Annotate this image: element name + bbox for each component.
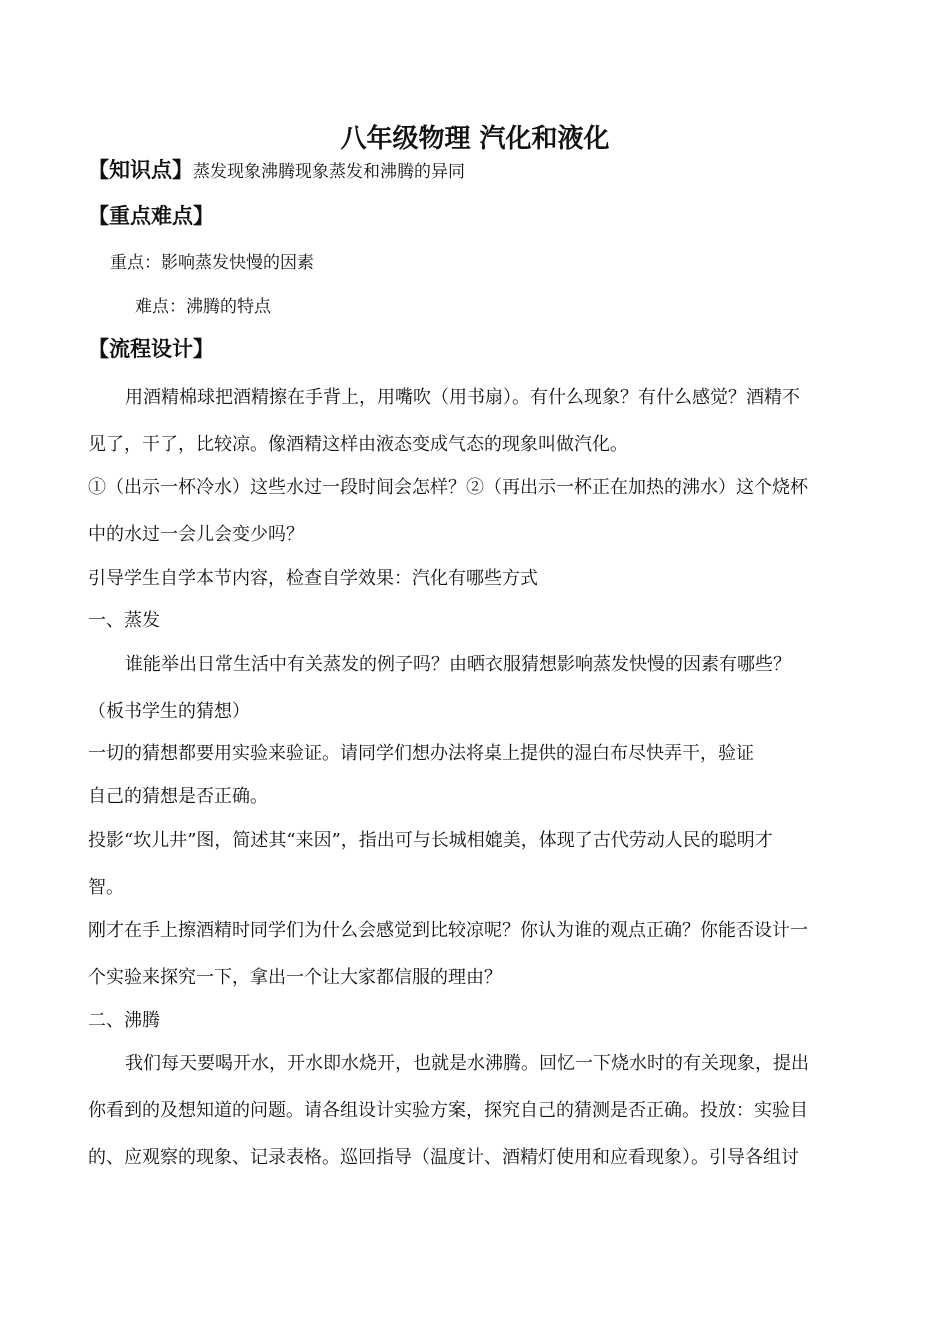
paragraph-line: 谁能举出日常生活中有关蒸发的例子吗？由晒衣服猜想影响蒸发快慢的因素有哪些？ [125, 654, 791, 675]
difficulty-text: 难点：沸腾的特点 [135, 297, 271, 317]
paragraph-line: 刚才在手上擦酒精时同学们为什么会感觉到比较凉呢？你认为谁的观点正确？你能否设计一 [88, 920, 808, 941]
paragraph-line: 用酒精棉球把酒精擦在手背上，用嘴吹（用书扇）。有什么现象？有什么感觉？酒精不 [125, 387, 800, 408]
key-points-heading: 【重点难点】 [88, 204, 214, 228]
document-title: 八年级物理 汽化和液化 [340, 124, 610, 154]
paragraph-line: ①（出示一杯冷水）这些水过一段时间会怎样？②（再出示一杯正在加热的沸水）这个烧杯 [88, 477, 808, 498]
paragraph-line: 的、应观察的现象、记录表格。巡回指导（温度计、酒精灯使用和应看现象）。引导各组讨 [88, 1147, 799, 1168]
paragraph-line: 见了，干了，比较凉。像酒精这样由液态变成气态的现象叫做汽化。 [88, 434, 628, 455]
paragraph-line: 智。 [88, 877, 124, 898]
paragraph-line: 你看到的及想知道的问题。请各组设计实验方案，探究自己的猜测是否正确。投放：实验目 [88, 1100, 808, 1121]
paragraph-line: 自己的猜想是否正确。 [88, 786, 268, 807]
knowledge-label: 【知识点】 [88, 158, 193, 182]
key-point-text: 重点：影响蒸发快慢的因素 [110, 253, 314, 273]
paragraph-line: 一切的猜想都要用实验来验证。请同学们想办法将桌上提供的湿白布尽快弄干，验证 [88, 743, 754, 764]
paragraph-line: 个实验来探究一下，拿出一个让大家都信服的理由？ [88, 967, 502, 988]
process-heading: 【流程设计】 [88, 337, 214, 361]
paragraph-line: 引导学生自学本节内容，检查自学效果：汽化有哪些方式 [88, 568, 538, 589]
paragraph-line: 投影“坎儿井”图，简述其“来因”，指出可与长城相媲美，体现了古代劳动人民的聪明才 [88, 830, 773, 851]
knowledge-row [88, 154, 465, 184]
knowledge-text: 蒸发现象沸腾现象蒸发和沸腾的异同 [193, 162, 465, 182]
section-heading-boiling: 二、沸腾 [88, 1010, 160, 1031]
paragraph-line: 我们每天要喝开水，开水即水烧开，也就是水沸腾。回忆一下烧水时的有关现象，提出 [125, 1053, 809, 1074]
paragraph-line: （板书学生的猜想） [88, 701, 250, 722]
section-heading-evaporation: 一、蒸发 [88, 610, 160, 631]
paragraph-line: 中的水过一会儿会变少吗？ [88, 524, 304, 545]
